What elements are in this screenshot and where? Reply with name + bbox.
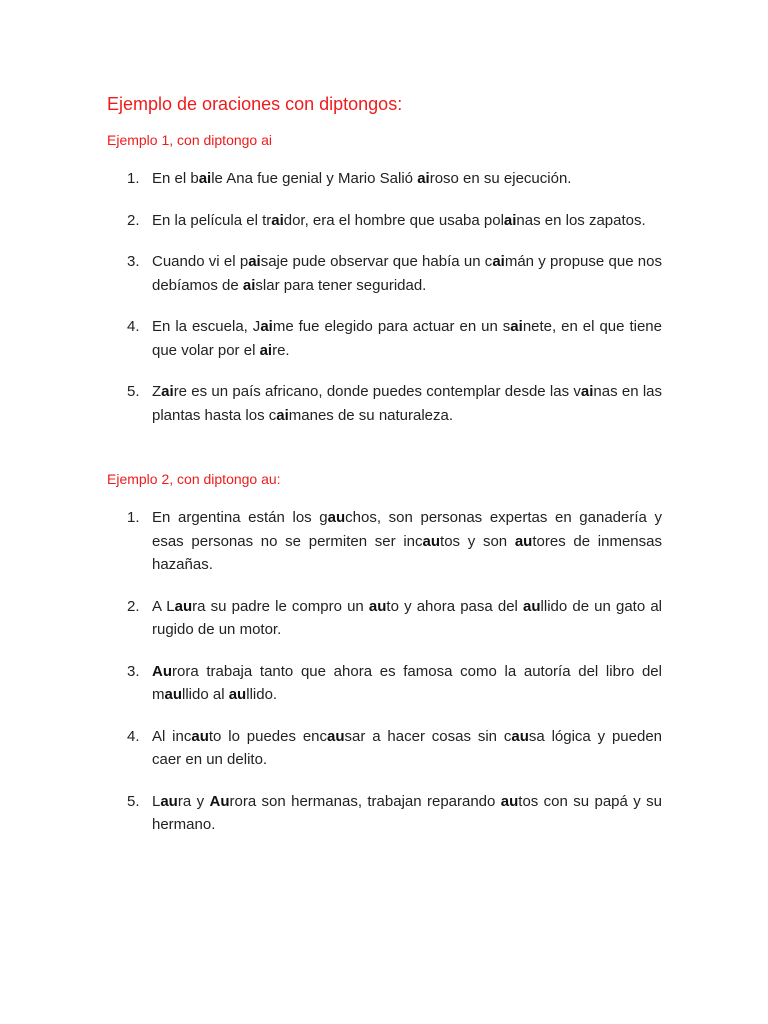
diphthong-highlight: ai <box>271 211 284 229</box>
diphthong-highlight: au <box>174 597 193 615</box>
diphthong-highlight: ai <box>242 276 256 294</box>
list-item <box>107 209 662 233</box>
list-item <box>107 790 662 837</box>
diphthong-highlight: au <box>500 792 519 810</box>
item-text: En la película el traidor, era el hombre que usaba polainas en los zapatos. <box>152 211 646 229</box>
diphthong-highlight: au <box>191 727 209 745</box>
section-heading: Ejemplo 1, con diptongo ai <box>107 132 272 148</box>
diphthong-highlight: au <box>368 597 387 615</box>
item-text: A Laura su padre le compro un auto y ahora pasa del aullido de un gato al rugido de un motor. <box>152 597 662 638</box>
diphthong-highlight: ai <box>260 318 273 335</box>
diphthong-highlight: au <box>164 686 183 703</box>
item-text: En argentina están los gauchos, son personas expertas en ganadería y esas personas no se permiten ser incautos y son autores de inmensas hazañas. <box>152 509 662 573</box>
item-text: Cuando vi el paisaje pude observar que había un caimán y propuse que nos debíamos de aislar para tener seguridad. <box>152 253 662 294</box>
list-item <box>107 660 662 707</box>
list-item <box>107 167 662 191</box>
diphthong-highlight: ai <box>161 383 174 400</box>
item-text: Aurora trabaja tanto que ahora es famosa como la autoría del libro del maullido al aullido. <box>152 662 662 703</box>
diphthong-highlight: au <box>327 509 346 526</box>
item-number: 4. <box>127 727 140 745</box>
item-number: 2. <box>127 211 140 229</box>
item-number: 3. <box>127 253 140 270</box>
item-number: 1. <box>127 509 140 526</box>
page-title: Ejemplo de oraciones con diptongos: <box>107 94 403 114</box>
example-list <box>107 167 662 445</box>
diphthong-highlight: au <box>514 532 533 550</box>
diphthong-highlight: ai <box>259 341 273 359</box>
diphthong-highlight: au <box>160 792 178 810</box>
diphthong-highlight: Au <box>209 792 230 810</box>
diphthong-highlight: ai <box>417 170 430 187</box>
diphthong-highlight: ai <box>580 383 594 400</box>
item-number: 5. <box>127 383 140 400</box>
item-number: 5. <box>127 792 140 810</box>
diphthong-highlight: au <box>327 727 345 745</box>
list-item <box>107 595 662 642</box>
list-item <box>107 725 662 772</box>
diphthong-highlight: ai <box>510 318 523 335</box>
item-text: Zaire es un país africano, donde puedes contemplar desde las vainas en las plantas hasta los caimanes de su naturaleza. <box>152 383 662 424</box>
example-list <box>107 506 662 855</box>
diphthong-highlight: ai <box>492 253 505 270</box>
item-number: 4. <box>127 318 140 335</box>
section-heading: Ejemplo 2, con diptongo au: <box>107 471 281 487</box>
list-item <box>107 506 662 577</box>
diphthong-highlight: au <box>422 532 441 550</box>
item-text: Laura y Aurora son hermanas, trabajan reparando autos con su papá y su hermano. <box>152 792 662 833</box>
diphthong-highlight: ai <box>503 211 517 229</box>
item-number: 1. <box>127 170 140 187</box>
diphthong-highlight: ai <box>276 406 289 424</box>
diphthong-highlight: au <box>511 727 529 745</box>
list-item <box>107 250 662 297</box>
list-item <box>107 315 662 362</box>
item-number: 2. <box>127 597 140 615</box>
diphthong-highlight: au <box>523 597 541 615</box>
item-text: En el baile Ana fue genial y Mario Salió airoso en su ejecución. <box>152 170 572 187</box>
item-number: 3. <box>127 662 140 680</box>
diphthong-highlight: ai <box>248 253 261 270</box>
diphthong-highlight: au <box>228 686 247 703</box>
diphthong-highlight: Au <box>152 662 172 680</box>
item-text: Al incauto lo puedes encausar a hacer cosas sin causa lógica y pueden caer en un delito. <box>152 727 663 768</box>
list-item <box>107 380 662 427</box>
diphthong-highlight: ai <box>198 170 212 187</box>
item-text: En la escuela, Jaime fue elegido para actuar en un sainete, en el que tiene que volar por el aire. <box>152 318 662 359</box>
